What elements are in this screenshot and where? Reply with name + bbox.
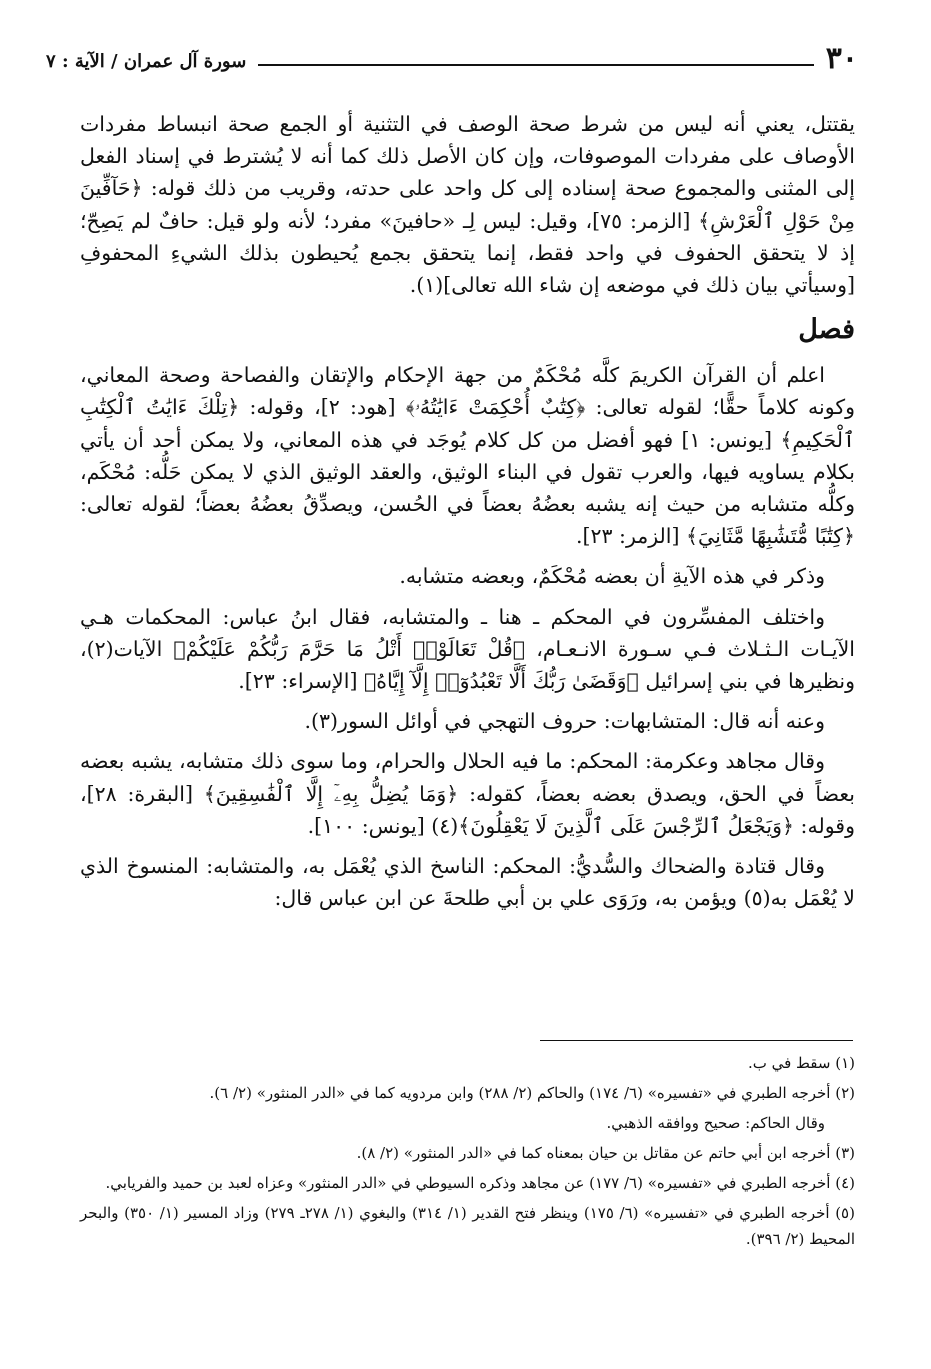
- footnote-2: (٢) أخرجه الطبري في «تفسيره» (٦/ ١٧٤) والحاكم (٢/ ٢٨٨) وابن مردويه كما في «الدر المنثور» (٢/ ٦).: [209, 1084, 855, 1102]
- page-number: ٣٠: [825, 40, 858, 76]
- section-title: فصل: [798, 314, 855, 346]
- footnote-4: (٤) أخرجه الطبري في «تفسيره» (٦/ ١٧٧) عن مجاهد وذكره السيوطي في «الدر المنثور» وعزاه لعبد بن حميد والفريابي.: [105, 1174, 855, 1192]
- paragraph-4: واختلف المفسِّرون في المحكم ـ هنا ـ والمتشابه، فقال ابنُ عباس: المحكمات هـي الآيـات الـثـلاث فـي سـورة الانـعـام، ﴿قُلْ تَعَالَوْا۟ أَتْلُ مَا حَرَّمَ رَبُّكُمْ عَلَيْكُمْ﴾ الآيات(٢)، ونظيرها في بني إسرائيل ﴿وَقَضَىٰ رَبُّكَ أَلَّا تَعْبُدُوٓا۟ إِلَّآ إِيَّاهُ﴾ [الإسراء: ٢٣].: [80, 604, 855, 694]
- paragraph-3: وذكر في هذه الآيةِ أن بعضه مُحْكَمٌ، وبعضه متشابه.: [399, 564, 825, 589]
- header-rule: [258, 64, 813, 66]
- footnotes: [80, 1050, 855, 1256]
- running-head: سورة آل عمران / الآية : ٧: [46, 50, 247, 72]
- paragraph-1: يقتتل، يعني أنه ليس من شرط صحة الوصف في التثنية أو الجمع صحة انبساط مفردات الأوصاف على مفردات الموصوفات، وإن كان الأصل ذلك كما أنه لا يُشترط في إسناد الفعل إلى المثنى والمجموع صحة إسناده إلى كل واحد على حدته، وقريب من ذلك قوله: ﴿حَآفِّينَ مِنْ حَوْلِ ٱلْعَرْشِ﴾ [الزمر: ٧٥]، وقيل: ليس لِـ «حافينَ» مفرد؛ لأنه ولو قيل: حافٌ لم يَصِحّ؛ إذ لا يتحقق الحفوف في واحد فقط، إنما يتحقق بجمع يُحيطون بذلك الشيءِ المحفوفِ [وسيأتي بيان ذلك في موضعه إن شاء الله تعالى](١).: [80, 112, 855, 298]
- footnote-1: (١) سقط في ب.: [747, 1054, 855, 1072]
- paragraph-5: وعنه أنه قال: المتشابهات: حروف التهجي في أوائل السور(٣).: [304, 709, 825, 734]
- paragraph-6: وقال مجاهد وعكرمة: المحكم: ما فيه الحلال والحرام، وما سوى ذلك متشابه، يشبه بعضه بعضاً في الحق، ويصدق بعضه بعضاً، كقوله: ﴿وَمَا يُضِلُّ بِهِۦٓ إِلَّا ٱلْفَٰسِقِينَ﴾ [البقرة: ٢٨]، وقوله: ﴿وَيَجْعَلُ ٱلرِّجْسَ عَلَى ٱلَّذِينَ لَا يَعْقِلُونَ﴾(٤) [يونس: ١٠٠].: [80, 749, 855, 838]
- page-header: [46, 38, 858, 78]
- paragraph-2: اعلم أن القرآن الكريمَ كلَّه مُحْكَمٌ من جهة الإحكام والإتقان والفصاحة وصحة المعاني، وكونه كلاماً حقًّا؛ لقوله تعالى: ﴿كِتَٰبٌ أُحْكِمَتْ ءَايَٰتُهُۥ﴾ [هود: ٢]، وقوله: ﴿تِلْكَ ءَايَٰتُ ٱلْكِتَٰبِ ٱلْحَكِيمِ﴾ [يونس: ١] فهو أفضل من كل كلام يُوجَد في هذه المعاني، ولا يمكن أحد أن يأتي بكلام يساويه فيها، والعرب تقول في البناء الوثيق، والعقد الوثيق الذي لا يمكن حَلُّه: مُحْكَم، وكلُّه متشابه من حيث إنه يشبه بعضُهُ بعضاً في الحُسن، ويصدِّقُ بعضُهُ بعضاً؛ لقوله تعالى: ﴿كِتَٰبًا مُّتَشَٰبِهًا مَّثَانِيَ﴾ [الزمر: ٢٣].: [80, 363, 855, 549]
- footnote-3: (٣) أخرجه ابن أبي حاتم عن مقاتل بن حيان بمعناه كما في «الدر المنثور» (٢/ ٨).: [356, 1144, 855, 1162]
- footnote-5: (٥) أخرجه الطبري في «تفسيره» (٦/ ١٧٥) وينظر فتح القدير (١/ ٣١٤) والبغوي (١/ ٢٧٨ـ ٢٧٩) وزاد المسير (١/ ٣٥٠) والبحر المحيط (٢/ ٣٩٦).: [80, 1204, 855, 1248]
- paragraph-7: وقال قتادة والضحاك والسُّديُّ: المحكم: الناسخ الذي يُعْمَل به، والمتشابه: المنسوخ الذي لا يُعْمَل به(٥) ويؤمن به، ورَوَى علي بن أبي طلحةَ عن ابن عباس قال:: [80, 854, 855, 911]
- footnote-separator: [540, 1040, 853, 1041]
- footnote-2-continuation: وقال الحاكم: صحيح ووافقه الذهبي.: [606, 1114, 825, 1132]
- main-text: [80, 108, 855, 922]
